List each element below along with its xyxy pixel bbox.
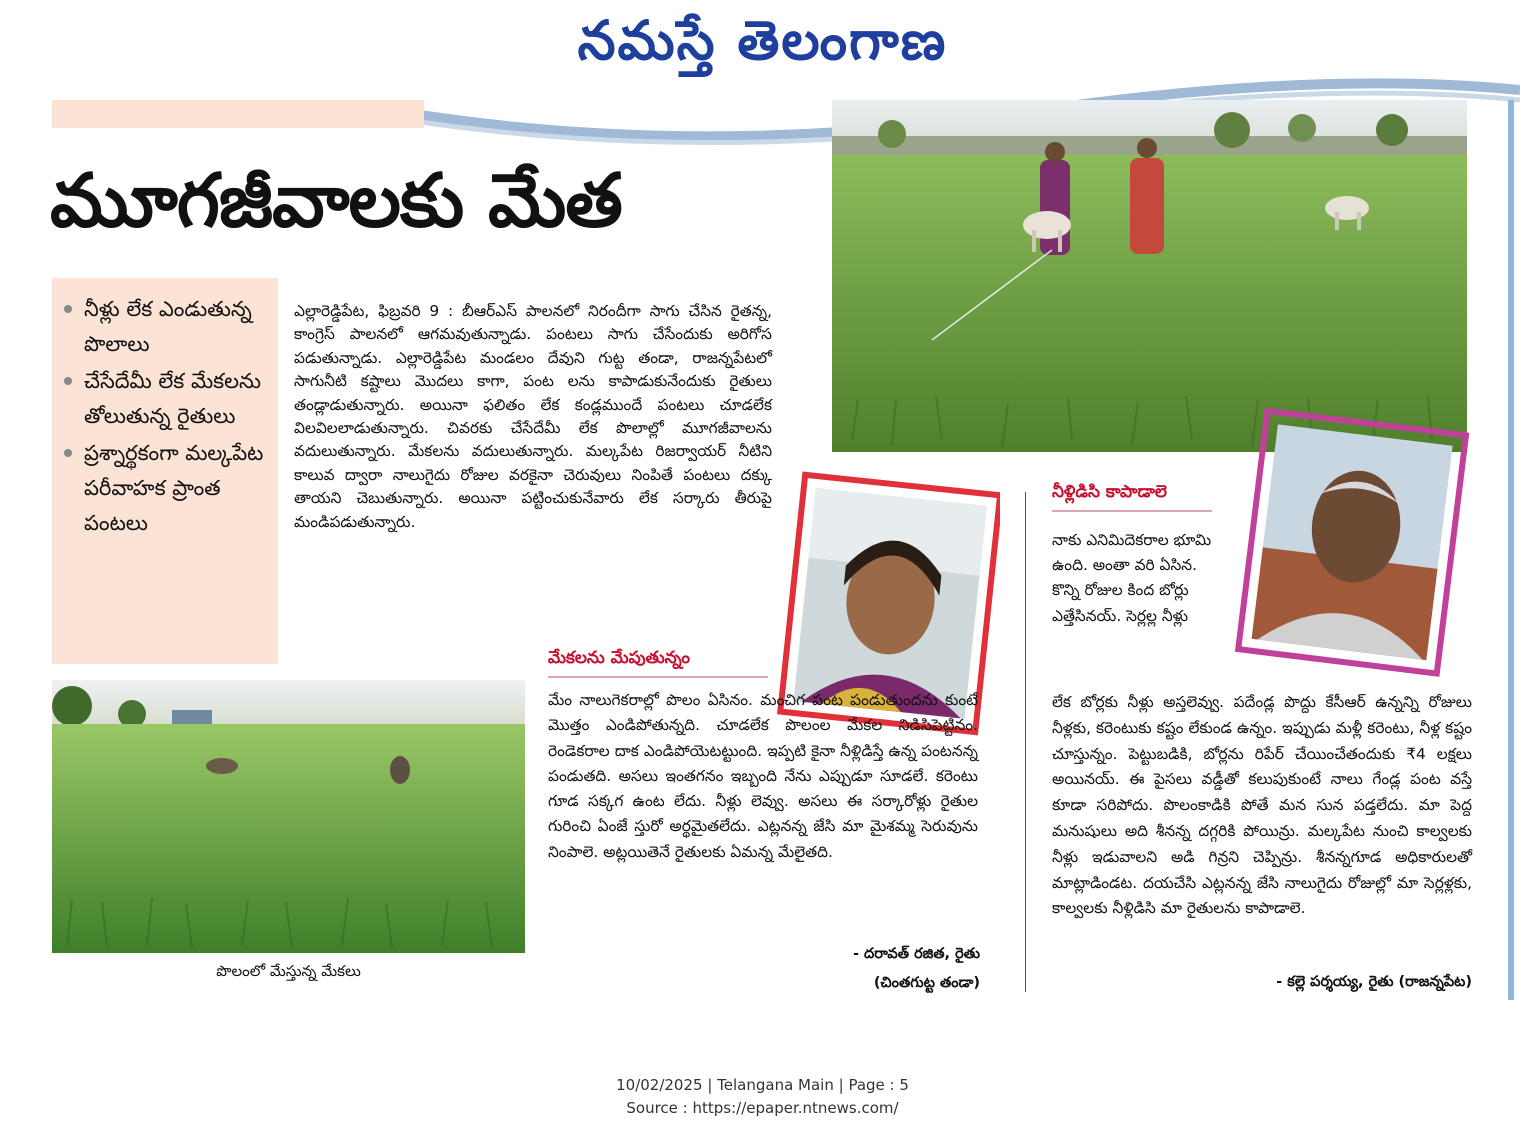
top-band xyxy=(52,100,424,128)
photo-caption: పొలంలో మేస్తున్న మేకలు xyxy=(216,962,361,980)
quote2-text: లేక బోర్లకు నీళ్లు అస్తలెవ్వు. పదేండ్ల పొద్దు కేసీఆర్ ఉన్నన్ని రోజులు నీళ్లకు, కరెంటుకు కష్టం లేకుండ ఉన్నం. ఇప్పుడు మళ్లీ కరెంటు, నీళ్ల కష్టం చూస్తున్నం. పెట్టుబడికి, బోర్లను రిపేర్ చేయించేతందుకు ₹4 లక్షలు అయినయ్. ఈ పైసలు వడ్డీతో కలుపుకుంటే నాలు గేండ్ల పంట వస్తే కూడా సరిపోదు. పొలంకాడికి పోతే మన సున పడ్తలేదు. మా పెద్ద మనుషులు అది శీనన్న దగ్గరికి పోయిన్రు. మల్కపేట నుంచి కాల్వలకు నీళ్లు ఇడువాలని అడి గిన్రని చెప్పిన్రు. శీనన్నగూడ అధికారులతో మాట్లాడిండట. దయచేసి ఎట్లనన్న జేసి నాలుగైదు రోజుల్లో మా సెర్లళ్లకు, కాల్వలకు నీళ్లిడిసి మా రైతులను కాపాడాలె. xyxy=(1052,693,1472,918)
portrait-frame-parshayya xyxy=(1230,408,1470,678)
footer-date-edition: 10/02/2025 | Telangana Main | Page : 5 xyxy=(616,1076,909,1094)
quote1-subhead: మేకలను మేపుతున్నం xyxy=(548,648,691,668)
field-photo xyxy=(832,100,1467,452)
footer-source: Source : https://epaper.ntnews.com/ xyxy=(626,1099,899,1117)
page-footer xyxy=(0,1074,1525,1120)
quote2-underline xyxy=(1052,510,1212,512)
highlights-list xyxy=(52,292,278,541)
quote2-attribution: - కల్లె పర్శయ్య, రైతు (రాజన్నపేట) xyxy=(1276,974,1472,990)
masthead-title: నమస్తే తెలంగాణ xyxy=(577,8,948,72)
quote1-underline xyxy=(548,676,768,678)
goats-grazing-photo xyxy=(52,680,525,953)
highlight-item: నీళ్లు లేక ఎండుతున్న పొలాలు xyxy=(84,292,278,362)
quote1-text: మేం నాలుగెకరాల్లో పొలం ఏసినం. మంచిగ పంట పండుతుందను కుంటే మొత్తం ఎండిపోతున్నది. చూడలేక పొలంల మేకల నిడిసిపెట్టినం. రెండెకరాల దాక ఎండిపోయెటట్టుంది. ఇప్పటి కైనా నీళ్లిడిస్తే ఉన్న పంటనన్న పండుతది. అసలు ఇంతగనం ఇబ్బంది నేను ఎప్పుడూ సూడలే. కరెంటు గూడ సక్కగ ఉంట లేదు. నీళ్లు లెవ్వు. అసలు ఈ సర్కారోళ్లు రైతుల గురించి ఏంజే స్తురో అర్థమైతలేదు. ఎట్లనన్న జేసి మా మైశమ్మ సెరువును నింపాలె. అట్లయితెనే రైతులకు ఏమన్న మేలైతది. xyxy=(548,691,978,861)
article-headline: మూగజీవాలకు మేత xyxy=(50,158,622,244)
page-edge-strip xyxy=(1508,100,1514,1000)
goats-grazing-illustration xyxy=(52,680,525,953)
highlights-box xyxy=(52,278,278,664)
highlight-item: చేసేదేమీ లేక మేకలను తోలుతున్న రైతులు xyxy=(84,364,278,434)
quote1-attribution-place: (చింతగుట్ట తండా) xyxy=(873,975,980,991)
quote1-attribution-name: - దరావత్ రజిత, రైతు xyxy=(852,946,980,962)
portrait-parshayya-image xyxy=(1230,408,1470,678)
article-body: ఎల్లారెడ్డిపేట, ఫిబ్రవరి 9 : బీఆర్ఎస్ పాలనలో నిరందీగా సాగు చేసిన రైతన్న, కాంగ్రెస్ పాలనలో ఆగమవుతున్నాడు. పంటలు సాగు చేసేందుకు అరిగోస పడుతున్నాడు. ఎల్లారెడ్డిపేట మండలం దేవుని గుట్ట తండా, రాజన్నపేటలో సాగునీటి కష్టాలు మొదలు కాగా, పంట లను కాపాడుకునేందుకు రైతులు తండ్లాడుతున్నారు. అయినా ఫలితం లేక కండ్లముందే పంటలు చూడలేక విలవిలలాడుతున్నారు. చివరకు చేసేదేమీ లేక పొలాల్లో మూగజీవాలను వదులుతున్నారు. మేకలను వదులుతున్నారు. మల్కపేట రిజర్వాయర్ నీటిని కాలువ ద్వారా నాలుగైదు రోజుల వరకైనా చెరువులు నింపితే పంటలు దక్కు తాయని చెబుతున్నారు. అయినా పట్టించుకునేవారు లేక సర్కారు తీరుపై మండిపడుతున్నారు. xyxy=(294,302,772,531)
quote2-text-top: నాకు ఎనిమిదెకరాల భూమి ఉంది. అంతా వరి ఏసిన. కొన్ని రోజుల కింద బోర్లు ఎత్తేసినయ్. సెర్లల్ల నీళ్లు xyxy=(1052,531,1212,625)
column-divider xyxy=(1025,492,1026,992)
highlight-item: ప్రశ్నార్థకంగా మల్కపేట పరీవాహక ప్రాంత పంటలు xyxy=(84,436,278,541)
quote2-subhead: నీళ్లిడిసి కాపాడాలె xyxy=(1052,482,1167,502)
field-illustration xyxy=(832,100,1467,452)
